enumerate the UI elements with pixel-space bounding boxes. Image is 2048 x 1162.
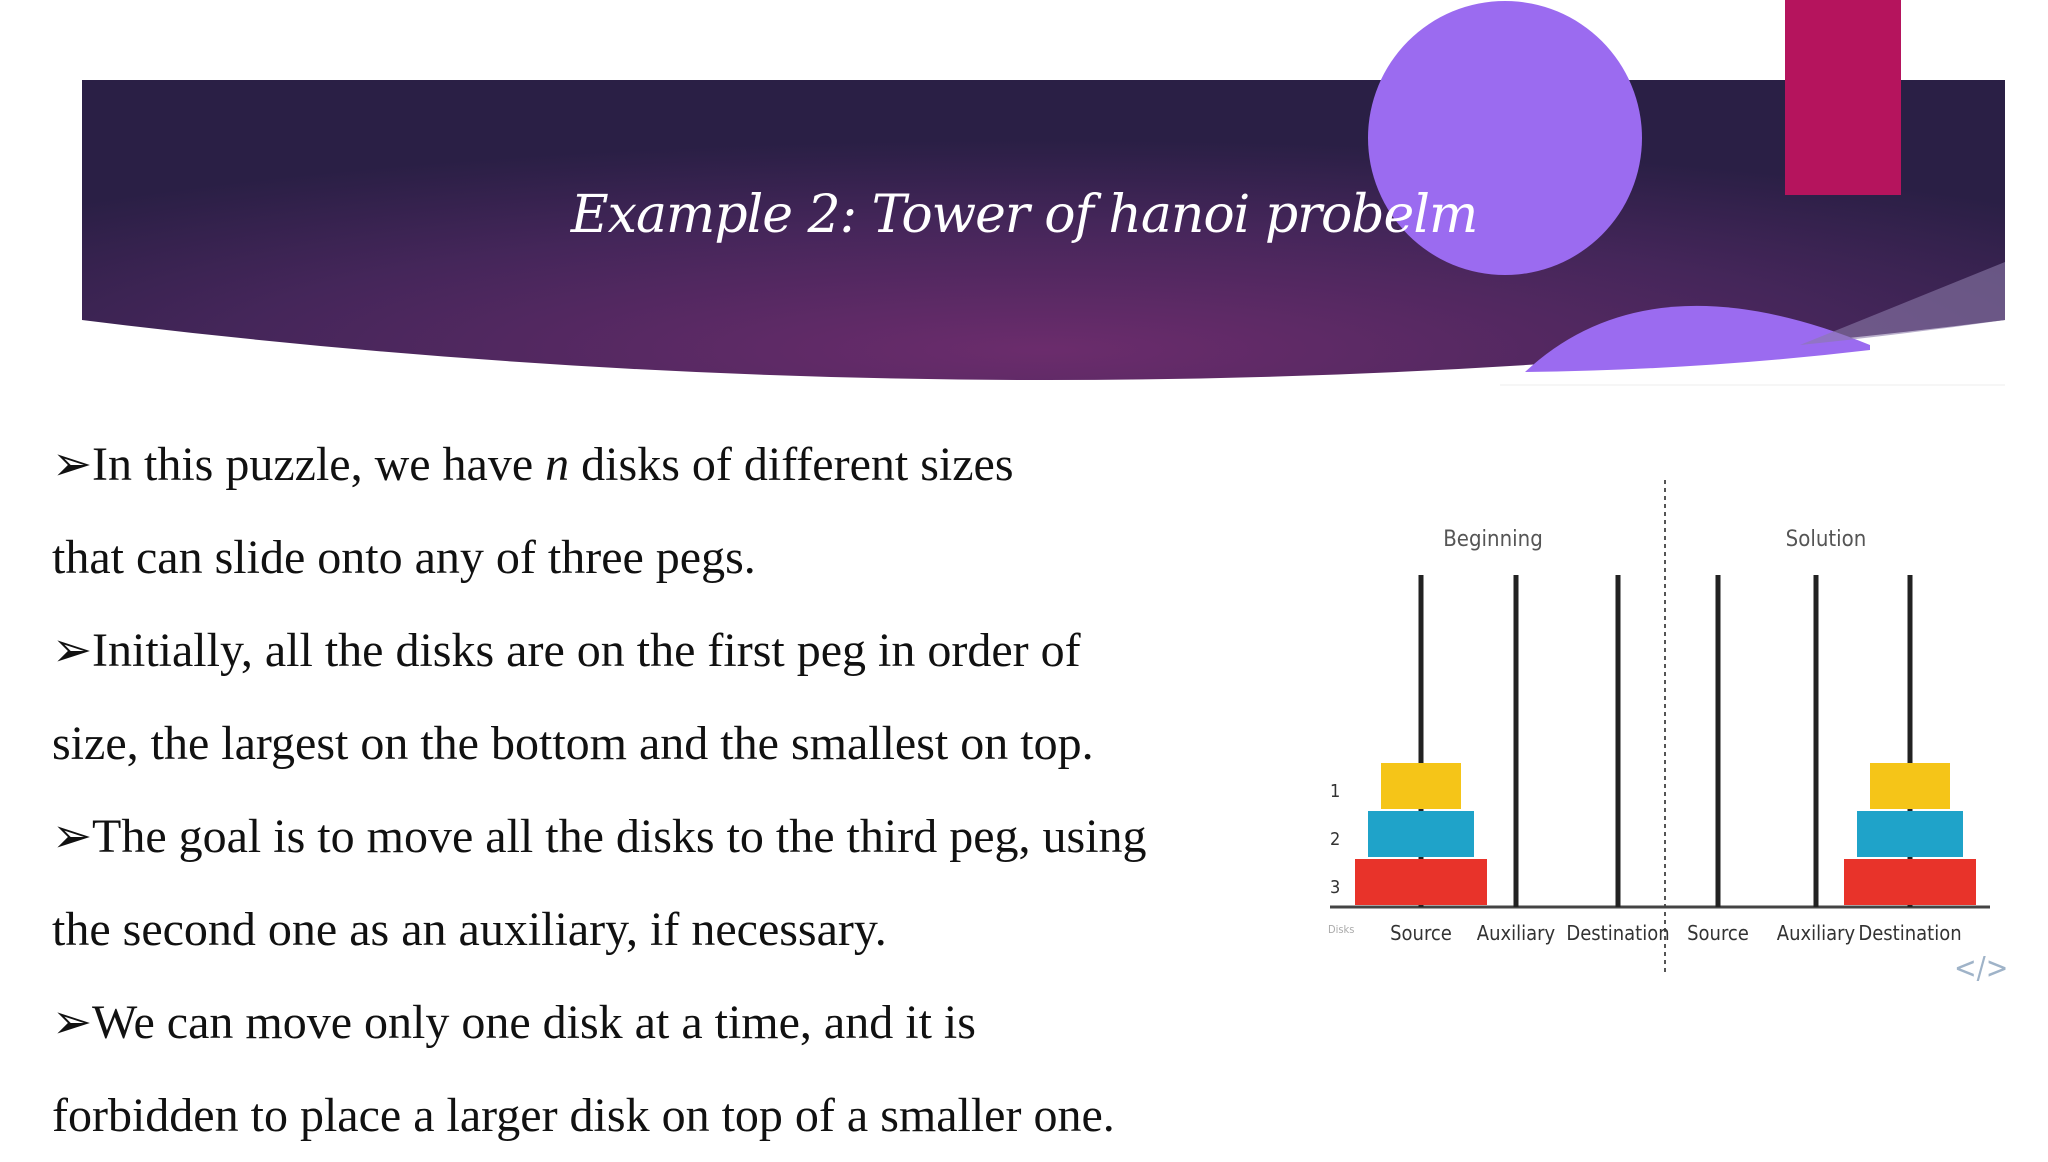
accent-tab	[1785, 0, 1901, 195]
arrow-bullet-icon: ➢	[52, 624, 93, 677]
peg-label: Auxiliary	[1476, 921, 1556, 945]
text-segment: forbidden to place a larger disk on top of a smaller one.	[52, 1089, 1115, 1142]
text-segment: In this puzzle, we have	[92, 438, 546, 491]
text-segment: disks of different sizes	[569, 438, 1014, 491]
arrow-bullet-icon: ➢	[52, 996, 93, 1049]
text-line	[52, 511, 1272, 604]
arrow-bullet-icon: ➢	[52, 810, 93, 863]
heading-beginning: Beginning	[1443, 527, 1543, 552]
disks-label: Disks	[1328, 923, 1355, 936]
destination-disk-3	[1844, 859, 1976, 905]
text-line	[52, 697, 1272, 790]
destination-disk-2	[1857, 811, 1963, 857]
peg-label: Destination	[1566, 921, 1670, 945]
text-segment: the second one as an auxiliary, if necessary.	[52, 903, 887, 956]
text-line	[52, 604, 1272, 697]
arrow-bullet-icon: ➢	[52, 438, 93, 491]
text-line	[52, 1069, 1272, 1162]
text-segment: size, the largest on the bottom and the smallest on top.	[52, 717, 1094, 770]
text-segment: The goal is to move all the disks to the third peg, using	[92, 810, 1147, 863]
disk-number: 3	[1330, 877, 1341, 898]
source-disk-2	[1368, 811, 1474, 857]
peg-label: Auxiliary	[1776, 921, 1856, 945]
code-icon: </>	[1954, 951, 2009, 986]
text-line	[52, 883, 1272, 976]
peg-label: Source	[1687, 921, 1749, 945]
source-disk-3	[1355, 859, 1487, 905]
slide-title: Example 2: Tower of hanoi probelm	[570, 185, 1478, 245]
source-disk-1	[1381, 763, 1461, 809]
text-segment: We can move only one disk at a time, and it is	[92, 996, 976, 1049]
destination-disk-1	[1870, 763, 1950, 809]
italic-variable: n	[545, 438, 570, 491]
text-segment: Initially, all the disks are on the first peg in order of	[92, 624, 1081, 677]
disk-number: 2	[1330, 829, 1341, 850]
heading-solution: Solution	[1785, 527, 1867, 552]
text-line	[52, 418, 1272, 511]
bullet-list	[52, 418, 1272, 1162]
text-segment: that can slide onto any of three pegs.	[52, 531, 756, 584]
disk-number: 1	[1330, 781, 1341, 802]
peg-label: Destination	[1858, 921, 1962, 945]
tower-of-hanoi-diagram	[1318, 470, 2009, 990]
text-line	[52, 976, 1272, 1069]
peg-label: Source	[1390, 921, 1452, 945]
text-line	[52, 790, 1272, 883]
